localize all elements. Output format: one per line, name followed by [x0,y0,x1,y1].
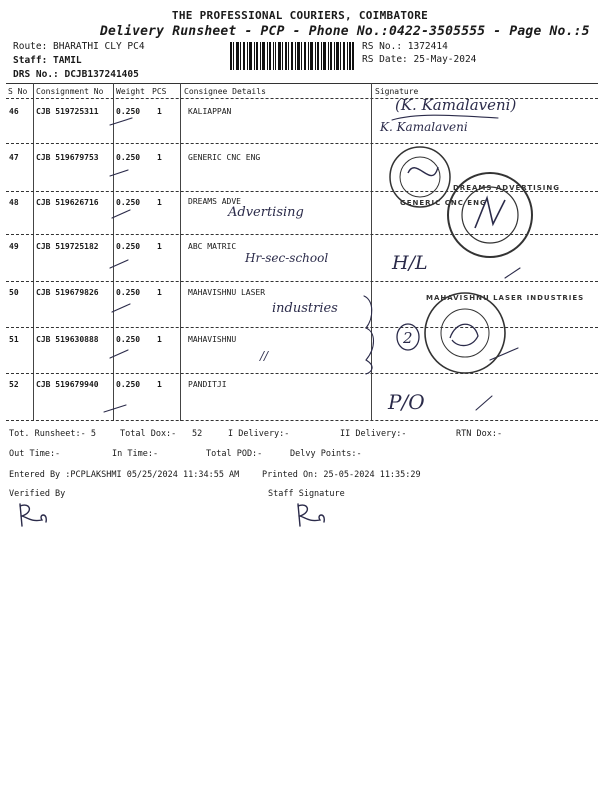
row-weight: 0.250 [116,107,141,116]
row-sno: 52 [9,380,19,389]
row-weight: 0.250 [116,335,141,344]
rs-date: RS Date: 25-May-2024 [362,54,477,65]
row-weight: 0.250 [116,380,141,389]
row-pcs: 1 [157,380,162,389]
row-weight: 0.250 [116,153,141,162]
row-consignment: CJB 519725311 [36,107,99,116]
delivery-points: Delvy Points:- [290,449,362,459]
circled-two-mark [395,322,421,352]
col-header-signature: Signature [375,87,419,96]
row-consignee: KALIAPPAN [188,107,232,116]
in-time: In Time:- [112,449,159,459]
row-sno: 46 [9,107,19,116]
staff-signature [290,500,330,530]
generic-stamp-label: GENERIC CNC ENG [400,199,487,207]
svg-text:2: 2 [403,329,413,347]
row-consignment: CJB 519679826 [36,288,99,297]
signature-handwriting: H/L [392,252,428,274]
row-sno: 51 [9,335,19,344]
row-consignment: CJB 519679940 [36,380,99,389]
out-time: Out Time:- [9,449,61,459]
rs-number: RS No.: 1372414 [362,41,448,52]
entered-by: Entered By :PCPLAKSHMI 05/25/2024 11:34:55 AM [9,470,240,480]
signature-handwriting: K. Kamalaveni [380,120,468,134]
runsheet-subtitle: Delivery Runsheet - PCP - Phone No.:0422-3505555 - Page No.:5 [100,24,590,39]
col-header-weight: Weight [116,87,145,96]
row-sno: 50 [9,288,19,297]
row-pcs: 1 [157,242,162,251]
col-header-consignment: Consignment No [36,87,104,96]
row-pcs: 1 [157,335,162,344]
row-pcs: 1 [157,288,162,297]
row-consignee: PANDITJI [188,380,227,389]
mahavishnu-stamp [422,290,585,376]
row-consignment: CJB 519725182 [36,242,99,251]
row-consignee: MAHAVISHNU LASER [188,288,266,297]
dreams-stamp [445,170,560,260]
row-weight: 0.250 [116,288,141,297]
dreams-stamp-label: DREAMS ADVERTISING [453,184,560,192]
row-consignee: DREAMS ADVE [188,197,241,206]
generic-stamp [388,145,487,209]
row-consignee: ABC MATRIC [188,242,237,251]
staff-label: Staff: TAMIL [13,55,82,66]
col-header-consignee: Consignee Details [184,87,266,96]
col-header-sno: S No [8,87,28,96]
row-sno: 49 [9,242,19,251]
ii-delivery: II Delivery:- [340,429,407,439]
row-weight: 0.250 [116,242,141,251]
consignee-handwriting: // [260,349,269,363]
row-sno: 48 [9,198,19,207]
row-sno: 47 [9,153,19,162]
row-consignment: CJB 519626716 [36,198,99,207]
row-consignee: GENERIC CNC ENG [188,153,261,162]
total-dox-value: 52 [192,429,203,439]
row-pcs: 1 [157,107,162,116]
total-pod: Total POD:- [206,449,263,459]
consignee-handwriting: Advertising [228,205,304,220]
row-pcs: 1 [157,153,162,162]
printed-on: Printed On: 25-05-2024 11:35:29 [262,470,421,480]
row-consignment: CJB 519679753 [36,153,99,162]
staff-signature-label: Staff Signature [268,489,345,499]
verified-signature [14,500,54,530]
company-title: THE PROFESSIONAL COURIERS, COIMBATORE [171,9,429,22]
row-weight: 0.250 [116,198,141,207]
total-runsheet: Tot. Runsheet:- 5 [9,429,96,439]
consignee-handwriting: industries [272,301,338,316]
total-dox-label: Total Dox:- [120,429,177,439]
signature-handwriting: (K. Kamalaveni) [395,96,517,114]
signature-handwriting: P/O [388,390,425,414]
verified-by-label: Verified By [9,489,66,499]
col-header-pcs: PCS [152,87,167,96]
row-consignment: CJB 519630888 [36,335,99,344]
i-delivery: I Delivery:- [228,429,290,439]
rtn-dox: RTN Dox:- [456,429,503,439]
row-consignee: MAHAVISHNU [188,335,237,344]
consignee-handwriting: Hr-sec-school [245,251,329,265]
route-label: Route: BHARATHI CLY PC4 [13,41,145,52]
row-pcs: 1 [157,198,162,207]
drs-label: DRS No.: DCJB137241405 [13,69,139,80]
mahavishnu-stamp-label: MAHAVISHNU LASER INDUSTRIES [426,294,585,302]
